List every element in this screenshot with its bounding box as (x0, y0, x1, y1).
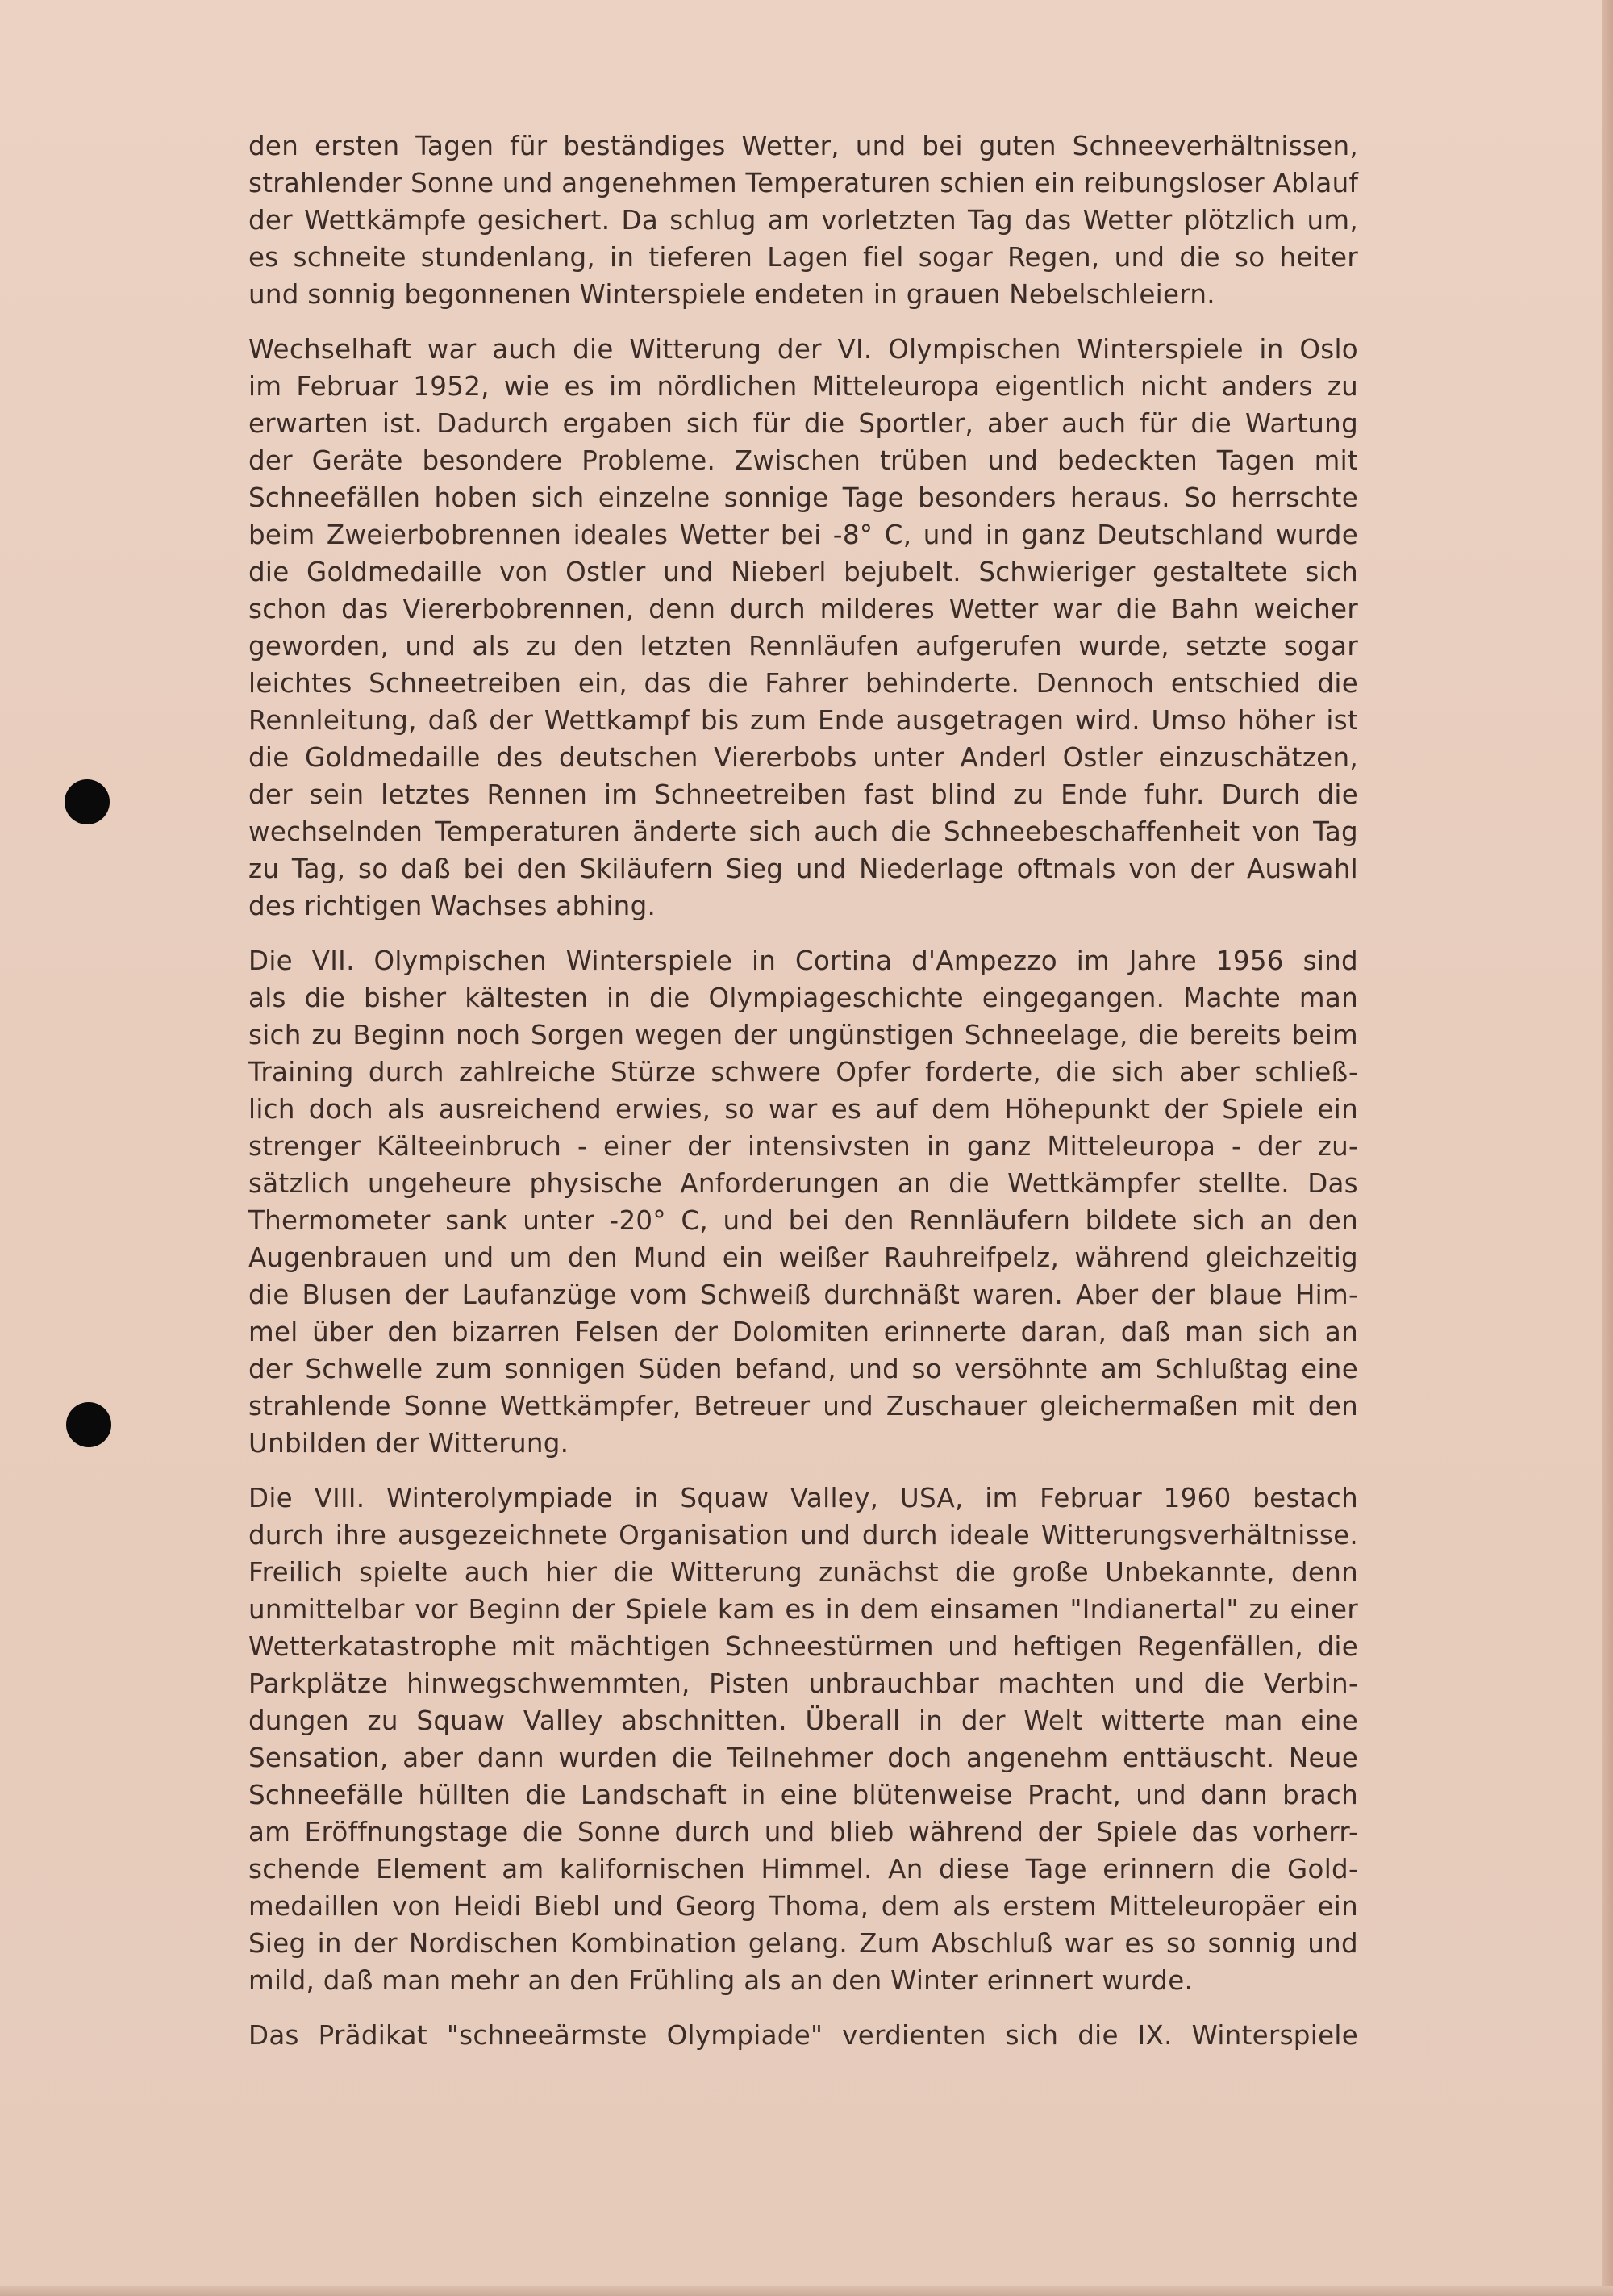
text-line: strenger Kälteeinbruch - einer der intensivsten in ganz Mitteleuropa - der zu- (248, 1131, 1358, 1162)
text-line: die Goldmedaille des deutschen Viererbobs unter Anderl Ostler einzuschätzen, (248, 742, 1358, 773)
page-edge-right (1602, 0, 1613, 2296)
text-line: Schneefällen hoben sich einzelne sonnige Tage besonders heraus. So herrschte (248, 482, 1358, 513)
text-line: schon das Viererbobrennen, denn durch milderes Wetter war die Bahn weicher (248, 594, 1358, 624)
text-line: mild, daß man mehr an den Frühling als an den Winter erinnert wurde. (248, 1965, 1194, 1996)
punch-hole (65, 779, 110, 824)
text-line: leichtes Schneetreiben ein, das die Fahrer behinderte. Dennoch entschied die (248, 668, 1358, 699)
paragraph-5 (248, 2017, 1358, 2054)
text-line: und sonnig begonnenen Winterspiele endeten in grauen Nebelschleiern. (248, 279, 1215, 310)
text-line: beim Zweierbobrennen ideales Wetter bei -8° C, und in ganz Deutschland wurde (248, 520, 1358, 550)
text-line: wechselnden Temperaturen änderte sich auch die Schneebeschaffenheit von Tag (248, 816, 1358, 847)
text-line: Sensation, aber dann wurden die Teilnehmer doch angenehm enttäuscht. Neue (248, 1743, 1358, 1773)
punch-hole (66, 1402, 111, 1447)
text-line: sätzlich ungeheure physische Anforderungen an die Wettkämpfer stellte. Das (248, 1168, 1358, 1199)
text-line: der Wettkämpfe gesichert. Da schlug am vorletzten Tag das Wetter plötzlich um, (248, 205, 1358, 236)
text-line: Wechselhaft war auch die Witterung der VI. Olympischen Winterspiele in Oslo (248, 334, 1358, 365)
text-line: Die VIII. Winterolympiade in Squaw Valley, USA, im Februar 1960 bestach (248, 1483, 1358, 1513)
text-line: der sein letztes Rennen im Schneetreiben fast blind zu Ende fuhr. Durch die (248, 779, 1358, 810)
text-line: die Blusen der Laufanzüge vom Schweiß durchnäßt waren. Aber der blaue Him- (248, 1279, 1358, 1310)
text-line: Unbilden der Witterung. (248, 1428, 569, 1459)
text-line: Wetterkatastrophe mit mächtigen Schneestürmen und heftigen Regenfällen, die (248, 1631, 1358, 1662)
text-line: am Eröffnungstage die Sonne durch und blieb während der Spiele das vorherr- (248, 1817, 1358, 1847)
text-line: Rennleitung, daß der Wettkampf bis zum Ende ausgetragen wird. Umso höher ist (248, 705, 1358, 736)
body-text (248, 127, 1358, 2072)
text-line: schende Element am kalifornischen Himmel. An diese Tage erinnern die Gold- (248, 1854, 1358, 1885)
paragraph-3 (248, 942, 1358, 1462)
paragraph-4 (248, 1480, 1358, 1999)
text-line: Parkplätze hinwegschwemmten, Pisten unbrauchbar machten und die Verbin- (248, 1668, 1358, 1699)
text-line: die Goldmedaille von Ostler und Nieberl bejubelt. Schwieriger gestaltete sich (248, 557, 1358, 587)
text-line: lich doch als ausreichend erwies, so war es auf dem Höhepunkt der Spiele ein (248, 1094, 1358, 1125)
text-line: geworden, und als zu den letzten Rennläufen aufgerufen wurde, setzte sogar (248, 631, 1358, 662)
paragraph-1 (248, 127, 1358, 313)
text-line: mel über den bizarren Felsen der Dolomiten erinnerte daran, daß man sich an (248, 1317, 1358, 1347)
text-line: Training durch zahlreiche Stürze schwere Opfer forderte, die sich aber schließ- (248, 1057, 1358, 1087)
text-line: Das Prädikat "schneeärmste Olympiade" verdienten sich die IX. Winterspiele (248, 2020, 1358, 2051)
text-line: dungen zu Squaw Valley abschnitten. Überall in der Welt witterte man eine (248, 1705, 1358, 1736)
text-line: strahlende Sonne Wettkämpfer, Betreuer und Zuschauer gleichermaßen mit den (248, 1391, 1358, 1421)
text-line: es schneite stundenlang, in tieferen Lagen fiel sogar Regen, und die so heiter (248, 242, 1358, 273)
text-line: zu Tag, so daß bei den Skiläufern Sieg und Niederlage oftmals von der Auswahl (248, 854, 1358, 884)
paragraph-2 (248, 331, 1358, 925)
text-line: im Februar 1952, wie es im nördlichen Mitteleuropa eigentlich nicht anders zu (248, 371, 1358, 402)
text-line: strahlender Sonne und angenehmen Temperaturen schien ein reibungsloser Ablauf (248, 168, 1359, 198)
text-line: unmittelbar vor Beginn der Spiele kam es in dem einsamen "Indianertal" zu einer (248, 1594, 1358, 1625)
text-line: sich zu Beginn noch Sorgen wegen der ungünstigen Schneelage, die bereits beim (248, 1020, 1358, 1050)
text-line: den ersten Tagen für beständiges Wetter, und bei guten Schneeverhältnissen, (248, 131, 1358, 161)
page-edge-bottom (0, 2286, 1613, 2296)
text-line: der Geräte besondere Probleme. Zwischen trüben und bedeckten Tagen mit (248, 445, 1358, 476)
text-line: als die bisher kältesten in die Olympiageschichte eingegangen. Machte man (248, 983, 1358, 1013)
text-line: der Schwelle zum sonnigen Süden befand, und so versöhnte am Schlußtag eine (248, 1354, 1358, 1384)
text-line: Thermometer sank unter -20° C, und bei den Rennläufern bildete sich an den (248, 1205, 1358, 1236)
text-line: Die VII. Olympischen Winterspiele in Cortina d'Ampezzo im Jahre 1956 sind (248, 946, 1358, 976)
text-line: Freilich spielte auch hier die Witterung zunächst die große Unbekannte, denn (248, 1557, 1358, 1588)
text-line: Augenbrauen und um den Mund ein weißer Rauhreifpelz, während gleichzeitig (248, 1242, 1358, 1273)
text-line: Sieg in der Nordischen Kombination gelang. Zum Abschluß war es so sonnig und (248, 1928, 1358, 1959)
text-line: durch ihre ausgezeichnete Organisation und durch ideale Witterungsverhältnisse. (248, 1520, 1358, 1551)
text-line: Schneefälle hüllten die Landschaft in eine blütenweise Pracht, und dann brach (248, 1780, 1358, 1810)
text-line: des richtigen Wachses abhing. (248, 891, 656, 921)
text-line: erwarten ist. Dadurch ergaben sich für die Sportler, aber auch für die Wartung (248, 408, 1358, 439)
text-line: medaillen von Heidi Biebl und Georg Thoma, dem als erstem Mitteleuropäer ein (248, 1891, 1358, 1922)
